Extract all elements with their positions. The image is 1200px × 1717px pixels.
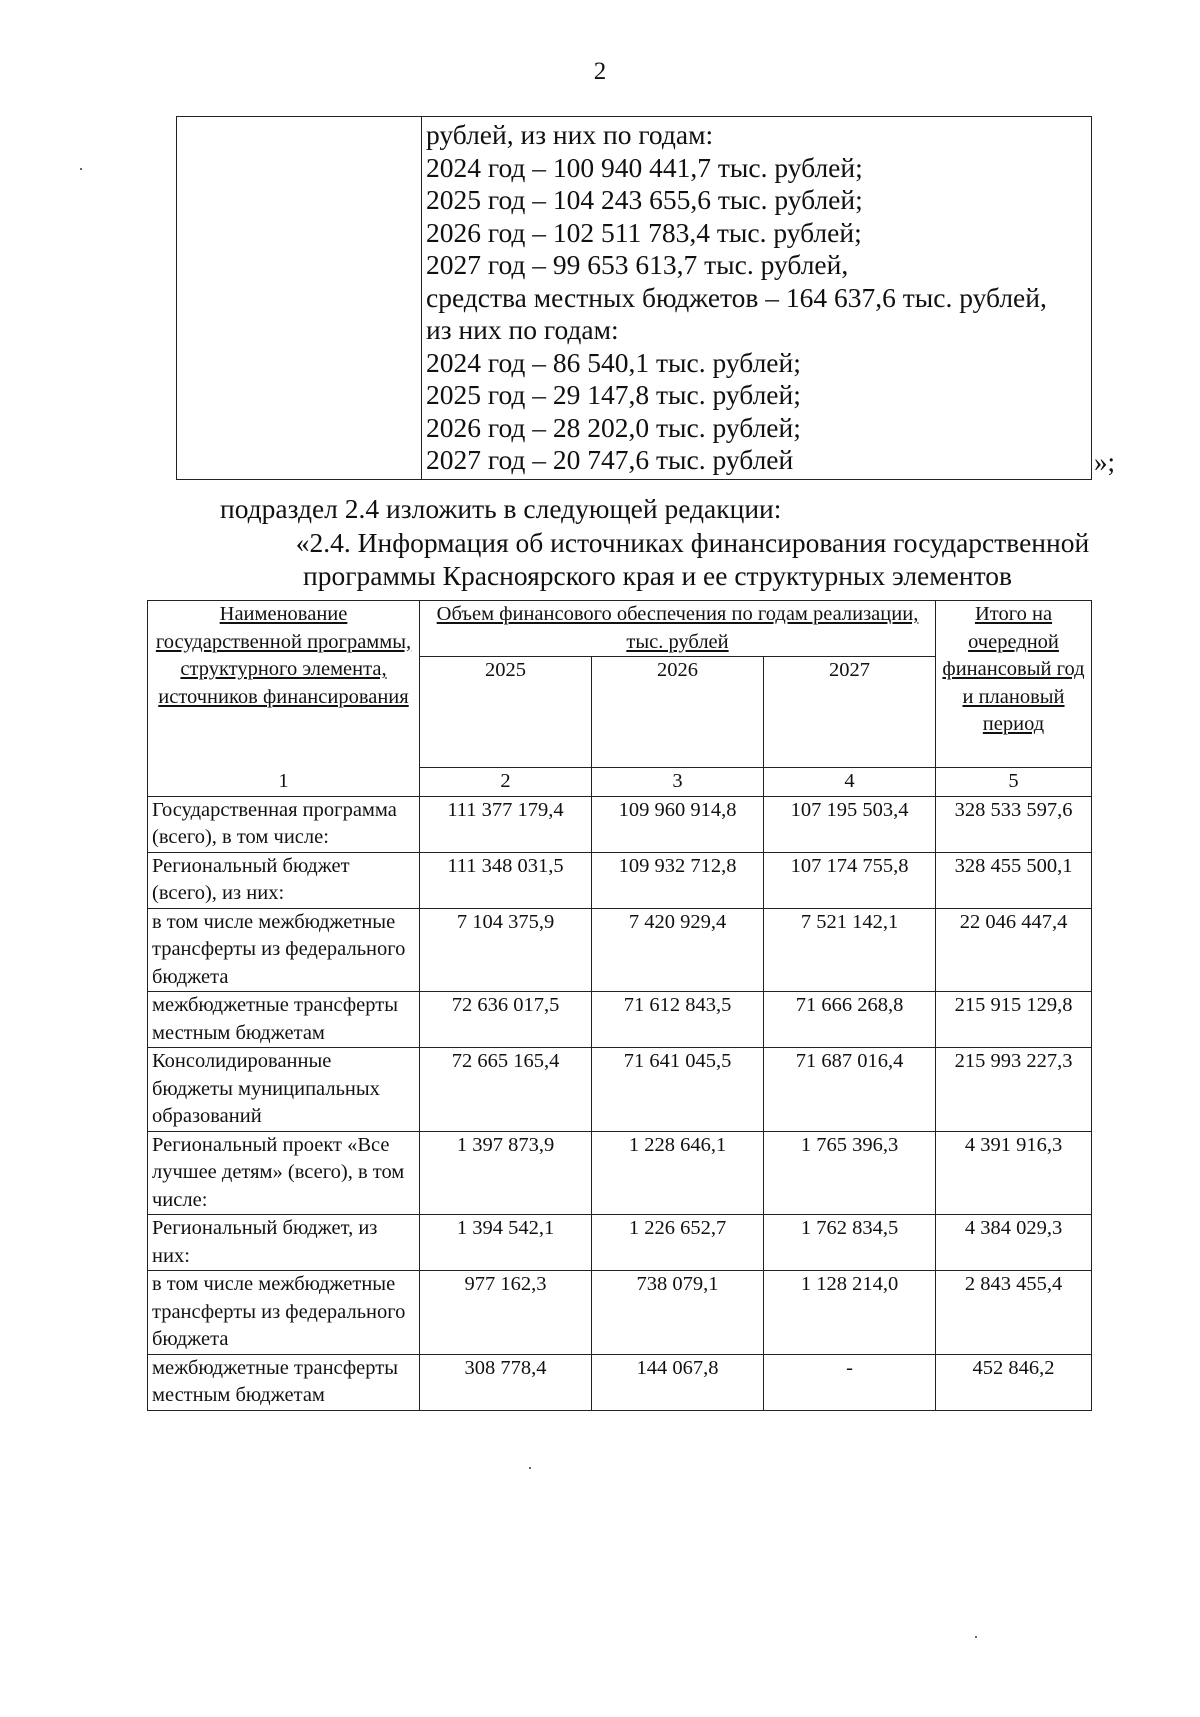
table-row: [148, 1354, 1092, 1410]
cell-2025: 308 778,4: [420, 1354, 592, 1410]
cell-2026: 1 228 646,1: [592, 1131, 764, 1215]
cell-2025: 1 394 542,1: [420, 1215, 592, 1271]
scan-speck: [529, 1467, 531, 1469]
header-volume-group: [420, 601, 936, 657]
continuation-line: 2025 год – 104 243 655,6 тыс. рублей;: [426, 184, 863, 215]
continuation-line: 2025 год – 29 147,8 тыс. рублей;: [426, 379, 801, 410]
header-volume-text: Объем финансового обеспечения по годам реализации, тыс. рублей: [436, 603, 919, 653]
row-name: в том числе межбюджетные трансферты из федерального бюджета: [148, 1271, 420, 1355]
cell-2026: 109 960 914,8: [592, 796, 764, 852]
cell-2025: 72 665 165,4: [420, 1048, 592, 1132]
header-year: 2025: [420, 657, 592, 768]
cell-2025: 1 397 873,9: [420, 1131, 592, 1215]
cell-total: 215 993 227,3: [936, 1048, 1092, 1132]
cell-2026: 738 079,1: [592, 1271, 764, 1355]
continuation-line: средства местных бюджетов – 164 637,6 тыс. рублей,: [426, 281, 1047, 313]
table-row: [148, 908, 1092, 992]
table-row: [148, 1048, 1092, 1132]
column-number: 4: [764, 768, 936, 797]
header-total: [936, 601, 1092, 768]
cell-2027: 71 666 268,8: [764, 992, 936, 1048]
cell-2025: 111 348 031,5: [420, 852, 592, 908]
table-row: [148, 1131, 1092, 1215]
continuation-line: 2027 год – 20 747,6 тыс. рублей: [426, 444, 794, 475]
column-number: 5: [936, 768, 1092, 797]
header-total-text: Итого на очередной финансовый год и плановый период: [942, 603, 1085, 735]
column-number: 3: [592, 768, 764, 797]
header-year: 2026: [592, 657, 764, 768]
row-name: Региональный бюджет (всего), из них:: [148, 852, 420, 908]
continuation-line: 2027 год – 99 653 613,7 тыс. рублей,: [426, 249, 849, 280]
column-number: 2: [420, 768, 592, 797]
cell-2026: 71 641 045,5: [592, 1048, 764, 1132]
cell-2025: 111 377 179,4: [420, 796, 592, 852]
section-heading-line-2: программы Красноярского края и ее структурных элементов: [303, 560, 1012, 591]
closing-quote: »;: [1094, 447, 1116, 477]
cell-2027: 1 128 214,0: [764, 1271, 936, 1355]
table-row: [148, 852, 1092, 908]
cell-2027: 107 195 503,4: [764, 796, 936, 852]
cell-2027: 71 687 016,4: [764, 1048, 936, 1132]
table-row: [148, 796, 1092, 852]
cell-2027: 1 762 834,5: [764, 1215, 936, 1271]
financing-table: [147, 600, 1092, 1411]
cell-2027: 7 521 142,1: [764, 908, 936, 992]
table-row: [148, 1215, 1092, 1271]
cell-total: 328 533 597,6: [936, 796, 1092, 852]
continuation-line: 2026 год – 28 202,0 тыс. рублей;: [426, 411, 801, 443]
cell-total: 452 846,2: [936, 1354, 1092, 1410]
continuation-empty-cell: [177, 117, 422, 480]
scan-speck: [80, 168, 82, 170]
row-name: Консолидированные бюджеты муниципальных образований: [148, 1048, 420, 1132]
continuation-line: рублей, из них по годам:: [426, 119, 714, 150]
continuation-line: 2024 год – 100 940 441,7 тыс. рублей;: [426, 151, 863, 183]
header-year: 2027: [764, 657, 936, 768]
row-name: межбюджетные трансферты местным бюджетам: [148, 1354, 420, 1410]
cell-total: 2 843 455,4: [936, 1271, 1092, 1355]
header-name-text: Наименование государственной программы, структурного элемента, источников финансирования: [155, 603, 412, 708]
cell-total: 22 046 447,4: [936, 908, 1092, 992]
cell-2027: 1 765 396,3: [764, 1131, 936, 1215]
cell-2025: 72 636 017,5: [420, 992, 592, 1048]
cell-2026: 71 612 843,5: [592, 992, 764, 1048]
section-heading-line-1: «2.4. Информация об источниках финансирования государственной: [295, 527, 1090, 558]
cell-2027: -: [764, 1354, 936, 1410]
column-number: 1: [148, 768, 420, 797]
table-row: [148, 1271, 1092, 1355]
cell-2026: 1 226 652,7: [592, 1215, 764, 1271]
page-number: 2: [593, 58, 607, 85]
cell-2025: 977 162,3: [420, 1271, 592, 1355]
section-heading: [0, 526, 1200, 592]
cell-2026: 7 420 929,4: [592, 908, 764, 992]
cell-2027: 107 174 755,8: [764, 852, 936, 908]
continuation-line: из них по годам:: [426, 314, 619, 345]
row-name: межбюджетные трансферты местным бюджетам: [148, 992, 420, 1048]
row-name: Государственная программа (всего), в том числе:: [148, 796, 420, 852]
cell-2025: 7 104 375,9: [420, 908, 592, 992]
row-name: в том числе межбюджетные трансферты из федерального бюджета: [148, 908, 420, 992]
cell-total: 4 391 916,3: [936, 1131, 1092, 1215]
cell-2026: 109 932 712,8: [592, 852, 764, 908]
cell-total: 215 915 129,8: [936, 992, 1092, 1048]
cell-2026: 144 067,8: [592, 1354, 764, 1410]
scan-speck: [975, 1636, 977, 1638]
continuation-line: 2026 год – 102 511 783,4 тыс. рублей;: [426, 216, 862, 248]
cell-total: 4 384 029,3: [936, 1215, 1092, 1271]
row-name: Региональный бюджет, из них:: [148, 1215, 420, 1271]
continuation-table: [176, 116, 1092, 480]
row-name: Региональный проект «Все лучшее детям» (всего), в том числе:: [148, 1131, 420, 1215]
intro-text: подраздел 2.4 изложить в следующей редакции:: [220, 493, 782, 524]
header-name: [148, 601, 420, 768]
table-row: [148, 992, 1092, 1048]
continuation-text-cell: [422, 117, 1092, 480]
cell-total: 328 455 500,1: [936, 852, 1092, 908]
continuation-line: 2024 год – 86 540,1 тыс. рублей;: [426, 346, 801, 378]
